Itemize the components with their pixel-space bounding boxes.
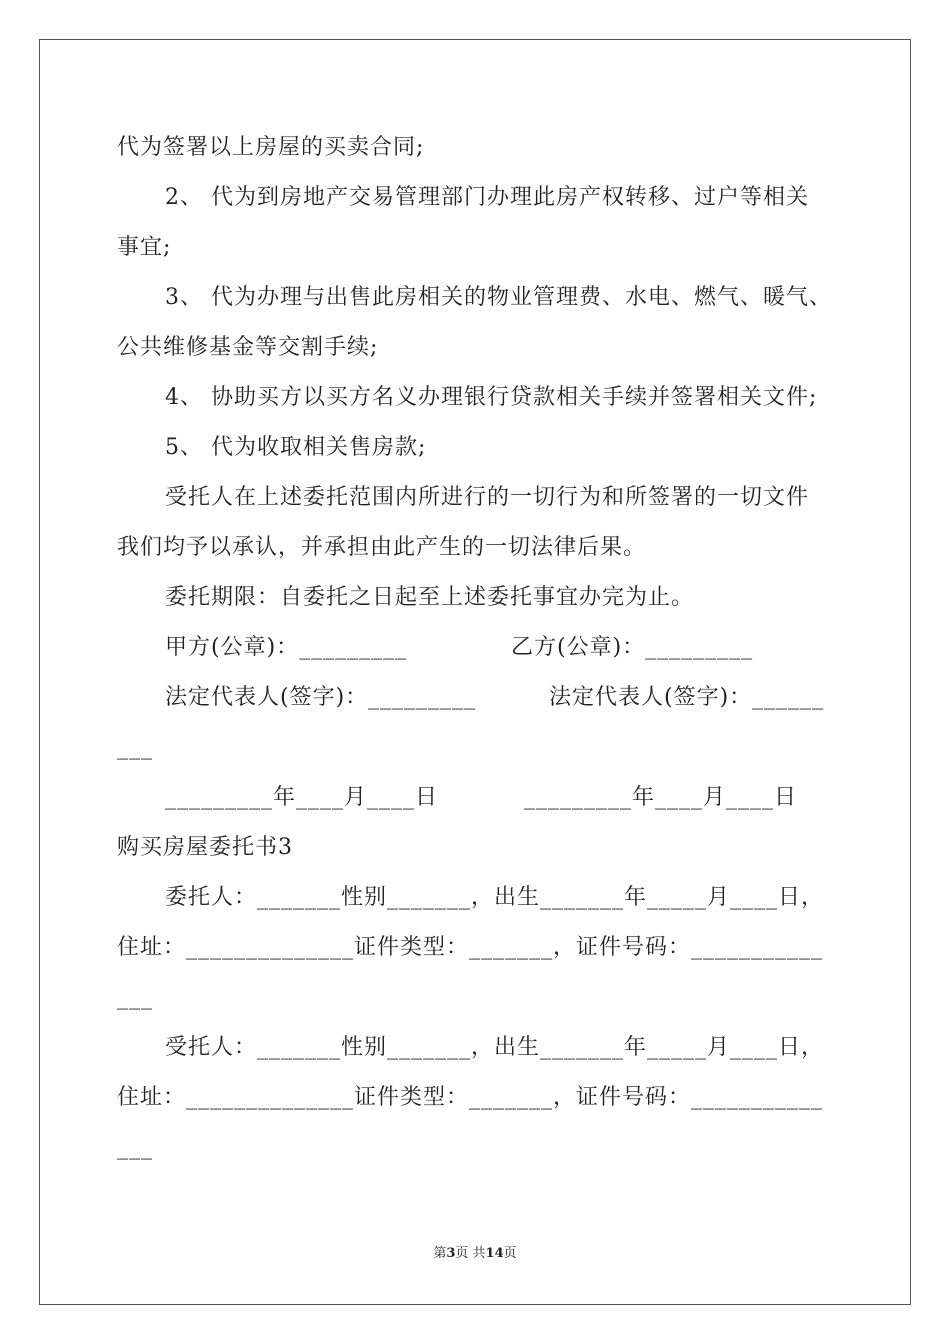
text-line: 代为签署以上房屋的买卖合同;: [117, 135, 425, 160]
current-page-number: 3: [446, 1246, 456, 1261]
list-item-2: 2、 代为到房地产交易管理部门办理此房产权转移、过户等相关: [165, 185, 809, 210]
blank-continuation: ___: [117, 1135, 153, 1160]
term-line: 委托期限：自委托之日起至上述委托事宜办完为止。: [165, 585, 695, 610]
page-border: [39, 39, 911, 1305]
principal-address-line: 住址：______________证件类型：_______，证件号码：___________: [117, 935, 824, 960]
list-item-3: 3、 代为办理与出售此房相关的物业管理费、水电、燃气、暖气、: [165, 285, 832, 310]
principal-info-line: 委托人：_______性别_______，出生_______年_____月____日，: [165, 885, 825, 910]
total-page-count: 14: [485, 1246, 504, 1261]
party-a-seal-field: 甲方(公章)：_________: [165, 635, 408, 660]
text-line: 公共维修基金等交割手续;: [117, 335, 379, 360]
footer-suffix: 页: [503, 1246, 517, 1261]
blank-continuation: ___: [117, 985, 153, 1010]
party-a-date-field: _________年____月____日: [165, 785, 439, 810]
agent-address-line: 住址：______________证件类型：_______，证件号码：___________: [117, 1085, 824, 1110]
party-a-representative-field: 法定代表人(签字)：_________: [165, 685, 477, 710]
party-b-date-field: _________年____月____日: [524, 785, 798, 810]
page-footer: [0, 1245, 950, 1263]
agent-info-line: 受托人：_______性别_______，出生_______年_____月____日，: [165, 1035, 825, 1060]
footer-prefix: 第: [433, 1246, 447, 1261]
list-item-4: 4、 协助买方以买方名义办理银行贷款相关手续并签署相关文件;: [165, 385, 818, 410]
party-b-seal-field: 乙方(公章)：_________: [511, 635, 754, 660]
footer-mid: 页 共: [455, 1246, 486, 1261]
paragraph-line: 受托人在上述委托范围内所进行的一切行为和所签署的一切文件: [165, 485, 810, 510]
paragraph-line: 我们均予以承认，并承担由此产生的一切法律后果。: [117, 535, 647, 560]
blank-continuation: ___: [117, 735, 153, 760]
text-line: 事宜;: [117, 235, 172, 260]
section-heading: 购买房屋委托书3: [117, 835, 293, 860]
party-b-representative-field: 法定代表人(签字)：______: [549, 685, 825, 710]
list-item-5: 5、 代为收取相关售房款;: [165, 435, 427, 460]
